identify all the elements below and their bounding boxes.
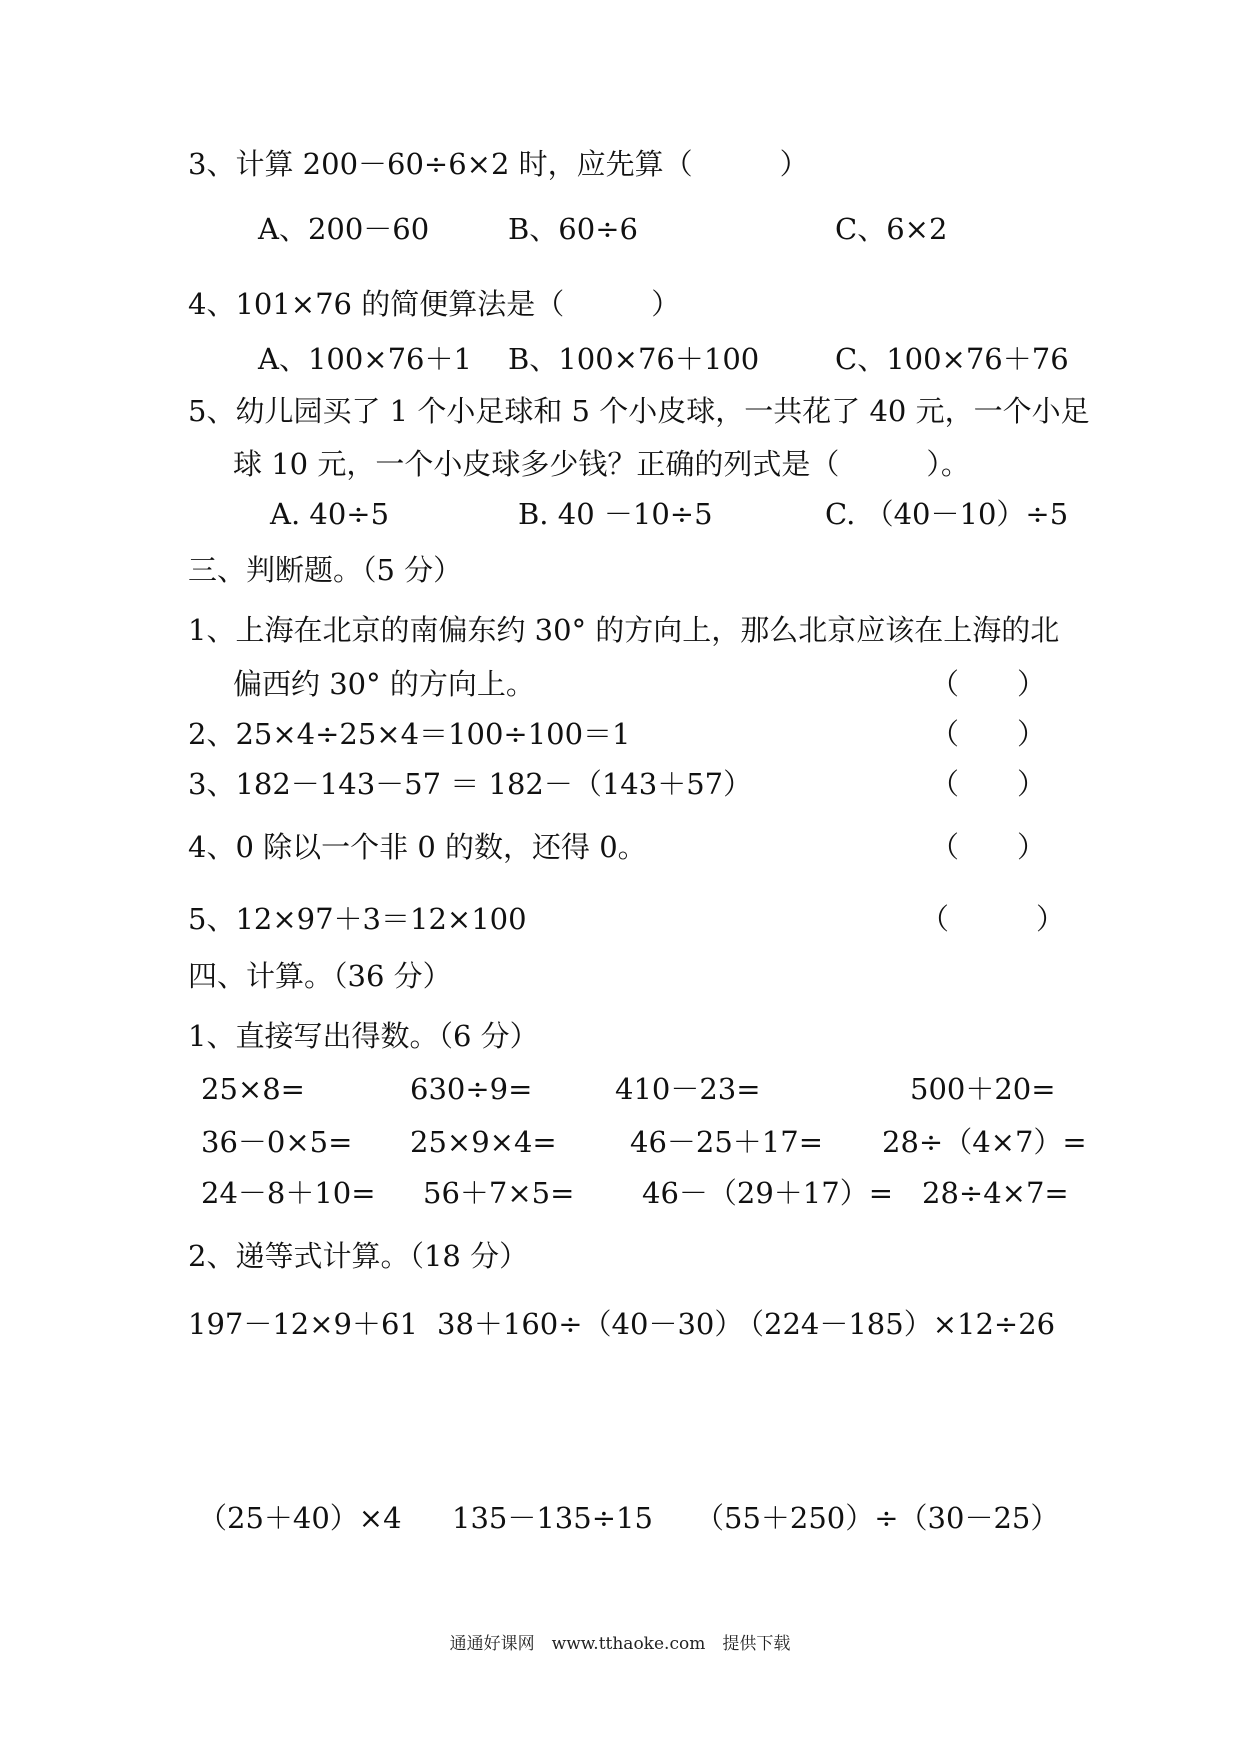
judge-item-3-bracket[interactable]: （ ） xyxy=(930,767,1047,801)
question-3-option-c: C、6×2 xyxy=(835,212,948,246)
judge-item-3: 3、182－143－57 ＝ 182－（143＋57） xyxy=(188,767,753,801)
judge-item-1-bracket[interactable]: （ ） xyxy=(930,667,1047,701)
stepwise-calc-item: 197－12×9＋61 xyxy=(188,1307,418,1341)
question-5-line-1: 5、幼儿园买了 1 个小足球和 5 个小皮球，一共花了 40 元，一个小足 xyxy=(188,394,1090,428)
stepwise-calc-item: 135－135÷15 xyxy=(452,1501,653,1535)
judge-item-1-line-2: 偏西约 30° 的方向上。 xyxy=(233,667,535,701)
direct-calc-item: 56＋7×5= xyxy=(423,1176,575,1210)
stepwise-calc-item: （55＋250）÷（30－25） xyxy=(695,1501,1060,1535)
question-3-option-a: A、200－60 xyxy=(258,212,430,246)
direct-calc-item: 46－25＋17= xyxy=(630,1125,824,1159)
question-4-option-b: B、100×76＋100 xyxy=(508,342,760,376)
judge-item-5: 5、12×97＋3＝12×100 xyxy=(188,902,527,936)
direct-calc-heading: 1、直接写出得数。（6 分） xyxy=(188,1019,539,1053)
stepwise-calc-item: （224－185）×12÷26 xyxy=(735,1307,1056,1341)
judge-item-4-bracket[interactable]: （ ） xyxy=(930,830,1047,864)
direct-calc-item: 25×8= xyxy=(201,1072,305,1106)
judge-item-2: 2、25×4÷25×4＝100÷100＝1 xyxy=(188,717,631,751)
question-4-option-c: C、100×76＋76 xyxy=(835,342,1069,376)
judge-heading: 三、判断题。（5 分） xyxy=(188,553,463,587)
direct-calc-item: 46－（29＋17）= xyxy=(642,1176,894,1210)
direct-calc-item: 28÷（4×7）= xyxy=(882,1125,1087,1159)
question-3-option-b: B、60÷6 xyxy=(508,212,638,246)
direct-calc-item: 24－8＋10= xyxy=(201,1176,376,1210)
page-footer: 通通好课网 www.tthaoke.com 提供下载 xyxy=(449,1634,791,1654)
stepwise-calc-heading: 2、递等式计算。（18 分） xyxy=(188,1239,529,1273)
question-5-line-2: 球 10 元，一个小皮球多少钱？正确的列式是（ ）。 xyxy=(233,447,970,481)
judge-item-4: 4、0 除以一个非 0 的数，还得 0。 xyxy=(188,830,647,864)
stepwise-calc-item: （25＋40）×4 xyxy=(198,1501,402,1535)
judge-item-5-bracket[interactable]: （ ） xyxy=(920,902,1066,936)
direct-calc-item: 500＋20= xyxy=(910,1072,1056,1106)
stepwise-calc-item: 38＋160÷（40－30） xyxy=(437,1307,744,1341)
direct-calc-item: 410－23= xyxy=(615,1072,761,1106)
judge-item-1-line-1: 1、上海在北京的南偏东约 30° 的方向上，那么北京应该在上海的北 xyxy=(188,613,1060,647)
question-5-option-a: A. 40÷5 xyxy=(270,497,390,531)
question-3-text: 3、计算 200－60÷6×2 时，应先算（ ） xyxy=(188,147,809,181)
question-5-option-b: B. 40 －10÷5 xyxy=(518,497,713,531)
question-5-option-c: C. （40－10）÷5 xyxy=(825,497,1069,531)
direct-calc-item: 630÷9= xyxy=(410,1072,533,1106)
direct-calc-item: 25×9×4= xyxy=(410,1125,557,1159)
direct-calc-item: 36－0×5= xyxy=(201,1125,353,1159)
direct-calc-item: 28÷4×7= xyxy=(922,1176,1069,1210)
question-4-text: 4、101×76 的简便算法是（ ） xyxy=(188,287,681,321)
question-4-option-a: A、100×76＋1 xyxy=(258,342,472,376)
judge-item-2-bracket[interactable]: （ ） xyxy=(930,717,1047,751)
calc-heading: 四、计算。（36 分） xyxy=(188,959,452,993)
